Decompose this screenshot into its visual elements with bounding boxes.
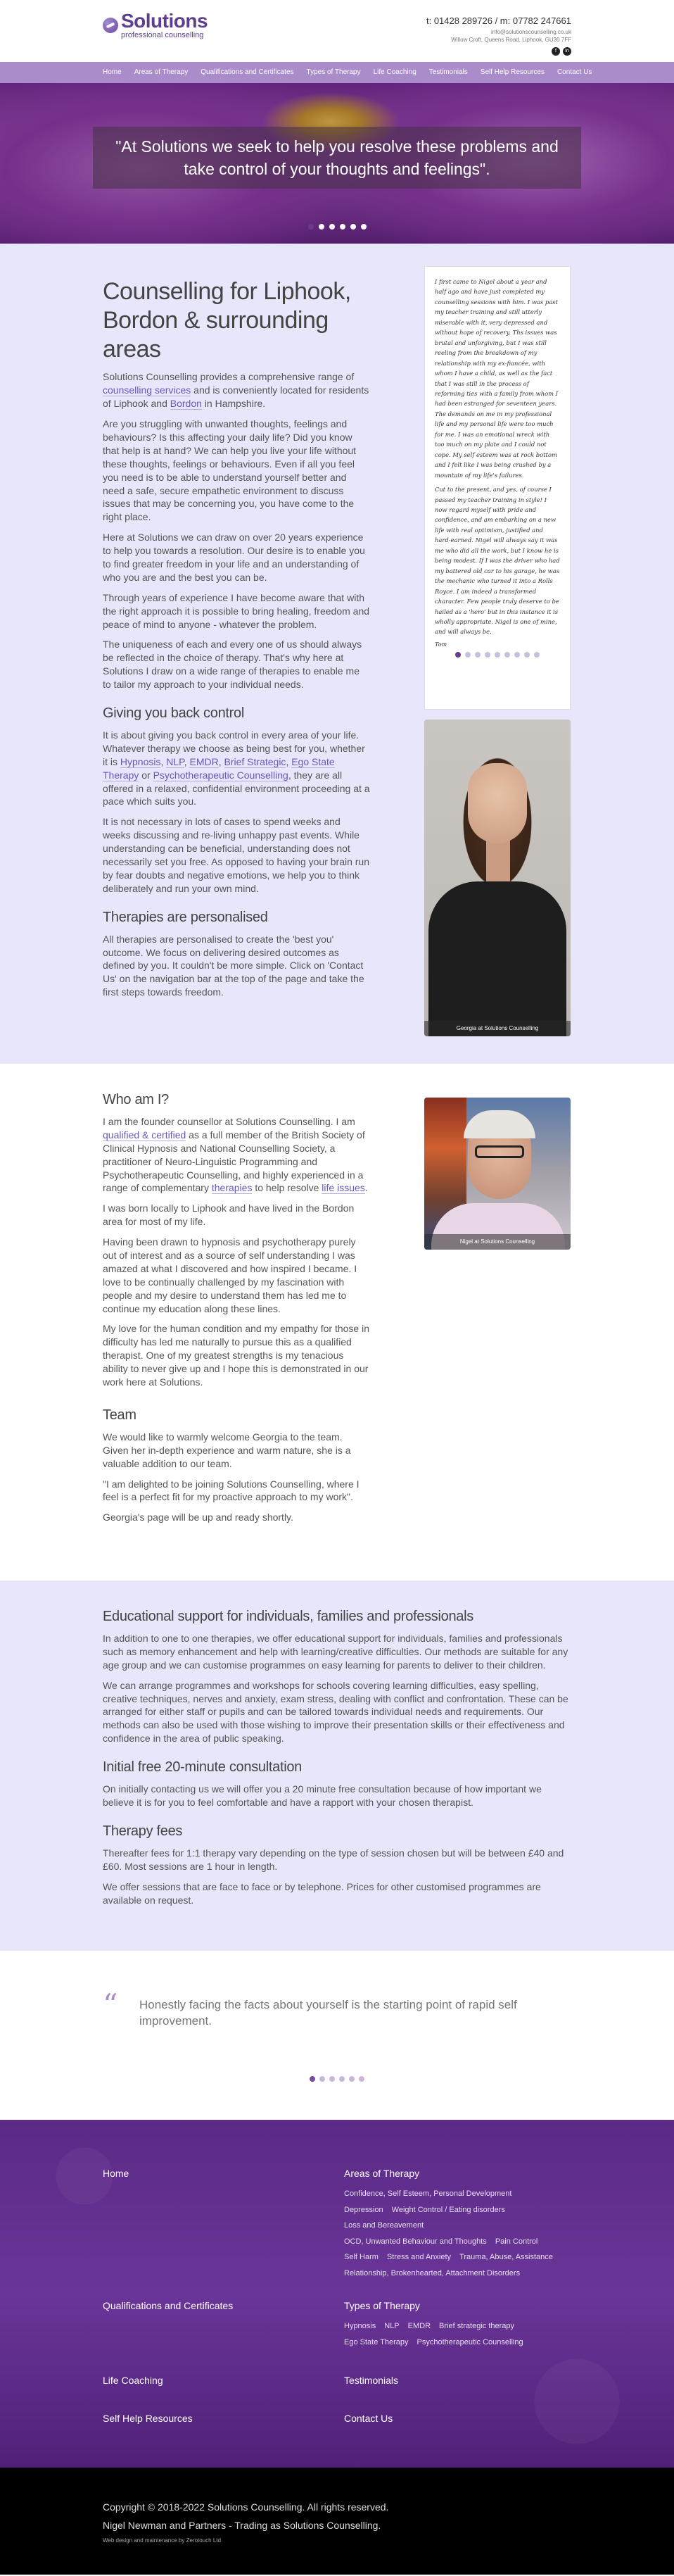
intro-paragraph: Here at Solutions we can draw on over 20 years experience to help you towards a resolution. Our desire is to enable you to find greater freedom in your life and an understanding of who you are and the best you can be. [103, 532, 365, 583]
slider-dot[interactable] [308, 224, 314, 230]
edu-paragraph: In addition to one to one therapies, we offer educational support for individuals, families and professionals such as memory enhancement and help with learning/creative difficulties. Our methods are suitable for any age group and we can customise programmes on easy learning for parents to deliver to their children. [103, 1633, 568, 1671]
logo-icon [103, 18, 118, 33]
intro-paragraph: The uniqueness of each and every one of us should always be reflected in the choice of therapy. That's why here at Solutions I draw on a wide range of therapies to enable me to tailor my approach to your individual needs. [103, 639, 362, 691]
about-section [0, 1064, 674, 1581]
about-paragraph: I was born locally to Liphook and have lived in the Bordon area for most of my life. [103, 1202, 355, 1228]
quote-section [0, 1951, 674, 2120]
intro-paragraph: Through years of experience I have become aware that with the right approach it is possible to bring healing, freedom and peace of mind to anyone - whatever the problem. [103, 591, 370, 630]
counselling-services-link[interactable]: counselling services [103, 384, 191, 396]
section-heading: Who am I? [103, 1092, 169, 1107]
footer-self-help-link[interactable]: Self Help Resources [103, 2413, 193, 2424]
control-paragraph: It is not necessary in lots of cases to spend weeks and weeks discussing and re-living unhappy past events. While understanding can be beneficial, understanding does not necessarily set you free. As opposed to having your brain run by fear doubts and negative emotions, we help you to think deliberately and run your own mind. [103, 816, 369, 894]
quote-dot[interactable] [349, 2076, 355, 2082]
personal-paragraph: All therapies are personalised to create the 'best you' outcome. We focus on delivering desired outcomes as defined by you. It couldn't be more simple. Click on 'Contact Us' on the navigation bar at the top of the page and take the first steps towards freedom. [103, 933, 364, 998]
footer-types-heading[interactable]: Types of Therapy [344, 2300, 420, 2311]
copyright-text: Copyright © 2018-2022 Solutions Counselling. All rights reserved. [103, 2501, 389, 2513]
hypnosis-link[interactable]: Hypnosis [120, 755, 161, 767]
testimonial-dots [435, 652, 560, 658]
about-paragraph: My love for the human condition and my empathy for those in difficulty has led me naturally to pursue this as a qualified therapist. One of my greatest strengths is my tenacious ability to never give up and I hope this is demonstrated in our work here at Solutions. [103, 1323, 369, 1388]
quote-dot[interactable] [329, 2076, 335, 2082]
nigel-photo [424, 1098, 571, 1250]
testimonial-author: Tom [435, 641, 447, 648]
hero-caption: "At Solutions we seek to help you resolve these problems and take control of your thoughts and feelings". [115, 137, 559, 178]
ego-state-link[interactable]: Ego State Therapy [103, 755, 335, 781]
testimonial-dot[interactable] [485, 652, 490, 658]
testimonial-dot[interactable] [455, 652, 461, 658]
footer-link[interactable]: Ego State Therapy [344, 2337, 409, 2346]
footer-link[interactable]: Trauma, Abuse, Assistance [459, 2253, 553, 2262]
logo-tagline: professional counselling [121, 31, 204, 39]
footer-link[interactable]: Confidence, Self Esteem, Personal Development [344, 2189, 512, 2198]
logo-name: Solutions [121, 10, 208, 32]
web-design-credit[interactable]: Web design and maintenance by Zerotouch Ltd [103, 2537, 221, 2544]
nav-self-help[interactable]: Self Help Resources [480, 68, 545, 76]
photo-caption: Nigel at Solutions Counselling [424, 1234, 571, 1250]
footer-link[interactable]: Depression [344, 2205, 383, 2214]
slider-dot[interactable] [350, 224, 356, 230]
footer-areas-heading[interactable]: Areas of Therapy [344, 2168, 420, 2179]
footer-link[interactable]: Weight Control / Eating disorders [391, 2205, 505, 2214]
hero-slider-dots [0, 224, 674, 230]
bordon-link[interactable]: Bordon [170, 398, 202, 410]
team-paragraph: Georgia's page will be up and ready shortly. [103, 1512, 293, 1523]
emdr-link[interactable]: EMDR [189, 755, 219, 767]
quote-dot[interactable] [319, 2076, 325, 2082]
address: Willow Croft, Queens Road, Liphook, GU30 7FF [451, 37, 571, 43]
footer-link[interactable]: EMDR [407, 2322, 431, 2330]
nav-areas-of-therapy[interactable]: Areas of Therapy [134, 68, 189, 76]
testimonial-dot[interactable] [475, 652, 481, 658]
life-issues-link[interactable]: life issues [322, 1182, 365, 1194]
testimonial-text: Cut to the present, and yes, of course I passed my teacher training in style! I now regard myself with pride and confidence, and am embarking on a new life with real optimism, justified and hard-earned. Nigel will always say it was me who did all the work, but I know he is being modest. If I was the driver who had my battered old car to his garage, he was the mechanic who turned it into a Rolls Royce. I am indeed a transformed character. Few people truly deserve to be hailed as a 'hero' but in this instance it is wholly appropriate. Nigel is one of mine, and will always be. [435, 486, 560, 636]
hero-banner [0, 83, 674, 244]
photo-caption: Georgia at Solutions Counselling [424, 1021, 571, 1036]
testimonial-dot[interactable] [504, 652, 510, 658]
main-nav [0, 62, 674, 83]
testimonial-dot[interactable] [465, 652, 471, 658]
footer-types-list [344, 2318, 576, 2350]
section-heading: Giving you back control [103, 705, 244, 721]
intro-paragraph: Solutions Counselling provides a comprehensive range of counselling services and is conveniently located for residents of Liphook and Bordon in Hampshire. [103, 371, 369, 410]
nav-types-of-therapy[interactable]: Types of Therapy [306, 68, 361, 76]
footer-link[interactable]: Psychotherapeutic Counselling [417, 2337, 523, 2346]
linkedin-icon[interactable]: in [563, 47, 571, 56]
site-header [0, 0, 674, 62]
footer-link[interactable]: Brief strategic therapy [439, 2322, 515, 2330]
footer-link[interactable]: NLP [384, 2322, 400, 2330]
section-heading: Therapies are personalised [103, 909, 268, 925]
slider-dot[interactable] [361, 224, 367, 230]
footer-testimonials-link[interactable]: Testimonials [344, 2375, 399, 2386]
footer-life-coaching-link[interactable]: Life Coaching [103, 2375, 163, 2386]
about-paragraph: I am the founder counsellor at Solutions Counselling. I am qualified & certified as a full member of the British Society of Clinical Hypnosis and National Counselling Society, a practitioner of Neuro-Linguistic Programming and Psychotherapeutic Counselling, and highly experienced in a range of complementary therapies to help resolve life issues. [103, 1116, 368, 1194]
slider-dot[interactable] [329, 224, 335, 230]
section-heading: Educational support for individuals, families and professionals [103, 1609, 473, 1624]
intro-paragraph: Are you struggling with unwanted thoughts, feelings and behaviours? Is this affecting your daily life? Did you know that help is at hand? We can help you live your life without these thoughts, feelings or behaviours. Even if all you feel you need is to be able to understand yourself better and need a safe, secure empathetic environment to discuss issues that may be concerning you, you have come to the right place. [103, 418, 357, 523]
email-link[interactable]: info@solutionscounselling.co.uk [491, 29, 571, 35]
edu-paragraph: Thereafter fees for 1:1 therapy vary depending on the type of session chosen but will be between £40 and £60. Most sessions are 1 hour in length. [103, 1847, 564, 1872]
brief-strategic-link[interactable]: Brief Strategic [224, 755, 286, 767]
testimonial-dot[interactable] [524, 652, 530, 658]
control-paragraph: It is about giving you back control in every area of your life. Whatever therapy we choose as being best for you, whether it is Hypnosis, NLP, EMDR, Brief Strategic, Ego State Therapy or Psychotherapeutic Counselling, they are all offered in a relaxed, confidential environment proceeding at a pace which suits you. [103, 729, 370, 808]
psychotherapeutic-link[interactable]: Psychotherapeutic Counselling [153, 769, 288, 781]
facebook-icon[interactable]: f [552, 47, 560, 56]
footer-link[interactable]: Stress and Anxiety [386, 2253, 452, 2262]
quote-dot[interactable] [339, 2076, 345, 2082]
qualified-link[interactable]: qualified & certified [103, 1129, 186, 1141]
georgia-photo [424, 720, 571, 1036]
footer-contact-link[interactable]: Contact Us [344, 2413, 393, 2424]
testimonial-dot[interactable] [495, 652, 500, 658]
footer-link[interactable]: Loss and Bereavement [344, 2221, 424, 2230]
nlp-link[interactable]: NLP [166, 755, 184, 767]
quote-dot[interactable] [359, 2076, 364, 2082]
edu-paragraph: We offer sessions that are face to face or by telephone. Prices for other customised programmes are available on request. [103, 1880, 541, 1906]
section-heading: Therapy fees [103, 1823, 183, 1839]
footer-link[interactable]: Hypnosis [344, 2322, 376, 2330]
footer-link[interactable]: Relationship, Brokenhearted, Attachment Disorders [344, 2268, 521, 2277]
footer-link[interactable]: Self Harm [344, 2253, 379, 2262]
site-footer [0, 2120, 674, 2468]
quote-dot[interactable] [310, 2076, 315, 2082]
footer-home-link[interactable]: Home [103, 2168, 129, 2179]
copyright-bar [0, 2468, 674, 2575]
logo[interactable] [103, 11, 208, 39]
nav-contact-us[interactable]: Contact Us [557, 68, 592, 76]
contact-info [426, 15, 571, 56]
phone-numbers: t: 01428 289726 / m: 07782 247661 [426, 15, 571, 26]
footer-link[interactable]: OCD, Unwanted Behaviour and Thoughts [344, 2237, 487, 2246]
footer-link[interactable]: Pain Control [495, 2237, 538, 2246]
slider-dot[interactable] [340, 224, 345, 230]
team-paragraph: We would like to warmly welcome Georgia to the team. Given her in-depth experience and warm nature, she is a valuable addition to our team. [103, 1431, 351, 1469]
therapies-link[interactable]: therapies [211, 1182, 253, 1194]
edu-paragraph: On initially contacting us we will offer you a 20 minute free consultation because of how important we believe it is for you to feel comfortable and have a rapport with your chosen therapist. [103, 1783, 542, 1809]
trading-text: Nigel Newman and Partners - Trading as Solutions Counselling. [103, 2520, 381, 2531]
slider-dot[interactable] [319, 224, 324, 230]
hero-caption-box [93, 127, 581, 189]
testimonial-card [424, 266, 571, 710]
quote-text: Honestly facing the facts about yourself is the starting point of rapid self improvement. [139, 1998, 517, 2028]
nav-testimonials[interactable]: Testimonials [428, 68, 468, 76]
nav-life-coaching[interactable]: Life Coaching [373, 68, 417, 76]
testimonial-dot[interactable] [514, 652, 520, 658]
quote-dots [0, 2076, 674, 2082]
page-title: Counselling for Liphook, Bordon & surrounding areas [103, 278, 351, 363]
footer-qualifications-link[interactable]: Qualifications and Certificates [103, 2300, 234, 2311]
nav-qualifications[interactable]: Qualifications and Certificates [201, 68, 294, 76]
intro-section [0, 244, 674, 1064]
testimonial-text: I first came to Nigel about a year and half ago and have just completed my counselling sessions with him. I was past my teacher training and still utterly miserable with it, very depressed and without hope of recovery. Ths issues was brutal and unforgiving, but I was still reeling from the breakdown of my relationship with my ex-fiancée, with whom I have a child, as well as the fact that I was still in the process of reforming ties with a family from whom I had been estranged for seventeen years. The demands on me in my professional life and my personal life were too much for me. I was an emotional wreck with too much on my plate and I could not cope. My self esteem was at rock bottom and I felt like I was being crushed by a mountain of my life's failures. [435, 278, 559, 479]
about-paragraph: Having been drawn to hypnosis and psychotherapy purely out of interest and as a source of self understanding I was amazed at what I discovered and how inspired I became. I love to be continually challenged by my fascination with people and my desire to understand them has led me to continue my education along these lines. [103, 1236, 357, 1314]
testimonial-dot[interactable] [534, 652, 540, 658]
nav-home[interactable]: Home [103, 68, 122, 76]
quote-icon: “ [103, 1987, 118, 2022]
education-section [0, 1581, 674, 1951]
footer-areas-list [344, 2186, 576, 2281]
glasses-icon [475, 1145, 524, 1158]
team-paragraph: "I am delighted to be joining Solutions Counselling, where I feel is a perfect fit for my proactive approach to my work". [103, 1478, 360, 1503]
section-heading: Team [103, 1407, 136, 1423]
section-heading: Initial free 20-minute consultation [103, 1759, 302, 1776]
edu-paragraph: We can arrange programmes and workshops for schools covering learning difficulties, easy spelling, creative techniques, nerves and anxiety, exam stress, dealing with conflict and confrontation. These can be arranged for either staff or pupils and can be tailored towards individual needs and requirements. Our methods can also be used with those wishing to improve their presentation skills or their effectiveness and confidence in the area of public speaking. [103, 1679, 568, 1745]
